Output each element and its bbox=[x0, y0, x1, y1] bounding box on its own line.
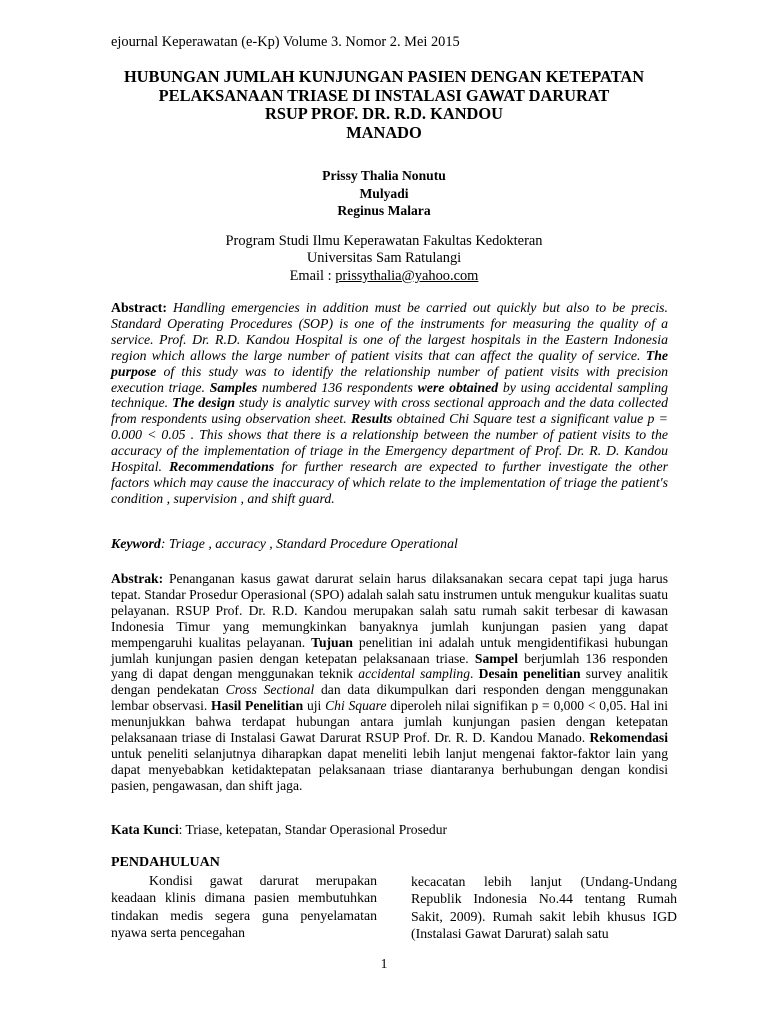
keywords-id-text: : Triase, ketepatan, Standar Operasional Prosedur bbox=[178, 822, 448, 837]
title-line: MANADO bbox=[346, 122, 422, 142]
abstract-id-text: Penanganan kasus gawat darurat selain harus dilaksanakan secara cepat tapi juga harus tepat. Standar Prosedur Operasional (SPO) adalah salah satu instrumen untuk mengukur kualitas suatu pelayanan. RSUP Prof. Dr. R.D. Kandou merupakan salah satu rumah sakit terbesar di kawasan Indonesia Timur yang memungkinkan banyaknya jumlah kunjungan pasien yang dapat mempengaruhi kualitas pelayanan. bbox=[111, 571, 668, 650]
abstract-en-text: numbered 136 respondents bbox=[257, 379, 418, 395]
section-heading: PENDAHULUAN bbox=[111, 855, 220, 870]
affiliation bbox=[100, 233, 668, 285]
abstract-id-italic: accidental sampling bbox=[358, 666, 470, 682]
intro-right-column bbox=[411, 873, 677, 943]
keywords-indonesian bbox=[111, 822, 668, 838]
affiliation-university: Universitas Sam Ratulangi bbox=[306, 250, 462, 267]
running-head: ejournal Keperawatan (e-Kp) Volume 3. Nomor 2. Mei 2015 bbox=[111, 34, 460, 50]
author-list bbox=[100, 167, 668, 220]
abstract-id-italic: Chi Square bbox=[325, 698, 387, 714]
intro-paragraph: Kondisi gawat darurat merupakan keadaan klinis dimana pasien membutuhkan tindakan medis segera guna penyelamatan nyawa serta pencegahan bbox=[111, 873, 377, 941]
author-name: Prissy Thalia Nonutu bbox=[322, 168, 446, 183]
author-name: Reginus Malara bbox=[337, 203, 431, 219]
abstract-en-text: for further research are expected to further investigate the other factors which may cause the inaccuracy of which relate to the implementation of triage the patient's condition , supervision , and shift guard. bbox=[111, 459, 668, 506]
intro-paragraph: kecacatan lebih lanjut (Undang-Undang Republik Indonesia No.44 tentang Rumah Sakit, 2009). Rumah sakit lebih khusus IGD (Instalasi Gawat Darurat) salah satu bbox=[411, 874, 677, 942]
paper-title bbox=[100, 68, 668, 142]
abstract-indonesian bbox=[111, 571, 668, 794]
abstract-id-text: uji bbox=[303, 698, 326, 714]
title-line: PELAKSANAAN TRIASE DI INSTALASI GAWAT DARURAT bbox=[158, 85, 610, 105]
abstract-en-text: of this study was to identify the relationship number of patient visits with precision execution triage. bbox=[111, 363, 668, 395]
abstract-en-text: obtained Chi Square test a significant value p = 0.000 < 0.05 . This shows that there is a relationship between the number of patient visits to the accuracy of the implementation of triage in the Emergency department of Prof. Dr. R. D. Kandou Hospital. bbox=[111, 411, 668, 475]
abstract-en-emphasis: Recommendations bbox=[169, 459, 275, 475]
abstract-en-text: Handling emergencies in addition must be carried out quickly but also to be precis. Standard Operating Procedures (SOP) is one of the instruments for measuring the quality of a service. Prof. Dr. R.D. Kandou Hospital is one of the largest hospitals in the Eastern Indonesia region which allows the large number of patient visits that can affect the quality of service. bbox=[111, 300, 668, 363]
abstract-id-emphasis: Desain penelitian bbox=[478, 666, 581, 682]
abstract-en-text: by using accidental sampling technique. bbox=[111, 379, 669, 411]
author-name: Mulyadi bbox=[359, 185, 409, 201]
affiliation-email-line bbox=[100, 268, 668, 285]
abstract-id-text: berjumlah 136 responden yang di dapat dengan menggunakan teknik bbox=[111, 650, 668, 682]
abstract-en-emphasis: Results bbox=[350, 411, 393, 427]
abstract-id-emphasis: Sampel bbox=[474, 650, 518, 666]
abstract-id-emphasis: Tujuan bbox=[311, 634, 353, 650]
abstract-id-emphasis: Hasil Penelitian bbox=[211, 698, 304, 714]
abstract-id-text: penelitian ini adalah untuk mengidentifikasi hubungan jumlah kunjungan pasien dengan ketepatan pelaksanaan triase. bbox=[111, 634, 669, 666]
abstract-id-text: survey analitik dengan pendekatan bbox=[111, 666, 669, 698]
abstract-english bbox=[111, 300, 668, 507]
title-line: HUBUNGAN JUMLAH KUNJUNGAN PASIEN DENGAN KETEPATAN bbox=[123, 67, 645, 86]
abstract-id-italic: Cross Sectional bbox=[225, 682, 315, 698]
page-number: 1 bbox=[380, 956, 388, 971]
abstract-id-text: untuk peneliti selanjutnya diharapkan dapat meneliti lebih lanjut mengenai faktor-faktor lain yang dapat menyebabkan ketidaktepatan pelaksanaan triase diantaranya berhubungan dengan kondisi pasien, pengawasan, dan shift jaga. bbox=[111, 745, 668, 793]
abstract-en-label: Abstract: bbox=[111, 300, 167, 315]
abstract-en-emphasis: The design bbox=[172, 395, 236, 411]
keywords-id-label: Kata Kunci bbox=[111, 822, 179, 837]
keywords-en-text: : Triage , accuracy , Standard Procedure Operational bbox=[160, 536, 458, 551]
email-label: Email : bbox=[289, 267, 336, 284]
email-link[interactable]: prissythalia@yahoo.com bbox=[335, 267, 479, 284]
title-line: RSUP PROF. DR. R.D. KANDOU bbox=[265, 104, 503, 124]
abstract-id-label: Abstrak: bbox=[111, 571, 164, 586]
abstract-id-text: . bbox=[470, 666, 479, 682]
abstract-id-text: dan data dikumpulkan dari responden dengan menggunakan lembar observasi. bbox=[111, 682, 669, 714]
affiliation-program: Program Studi Ilmu Keperawatan Fakultas Kedokteran bbox=[225, 233, 543, 249]
intro-left-column bbox=[111, 855, 377, 942]
keywords-english bbox=[111, 536, 668, 552]
abstract-id-text: diperoleh nilai signifikan p = 0,000 < 0,05. Hal ini menunjukkan bahwa terdapat hubungan antara jumlah kunjungan pasien dengan ketepatan pelaksanaan triase di Instalasi Gawat Darurat RSUP Prof. Dr. R. D. Kandou Manado. bbox=[111, 698, 668, 746]
abstract-en-emphasis: The purpose bbox=[111, 347, 668, 379]
keywords-en-label: Keyword bbox=[111, 536, 161, 551]
abstract-en-emphasis: Samples bbox=[209, 379, 258, 395]
abstract-en-text: study is analytic survey with cross sectional approach and the data collected from respondents using observation sheet. bbox=[111, 395, 668, 427]
abstract-en-emphasis: were obtained bbox=[417, 379, 499, 395]
abstract-id-emphasis: Rekomendasi bbox=[589, 730, 668, 746]
